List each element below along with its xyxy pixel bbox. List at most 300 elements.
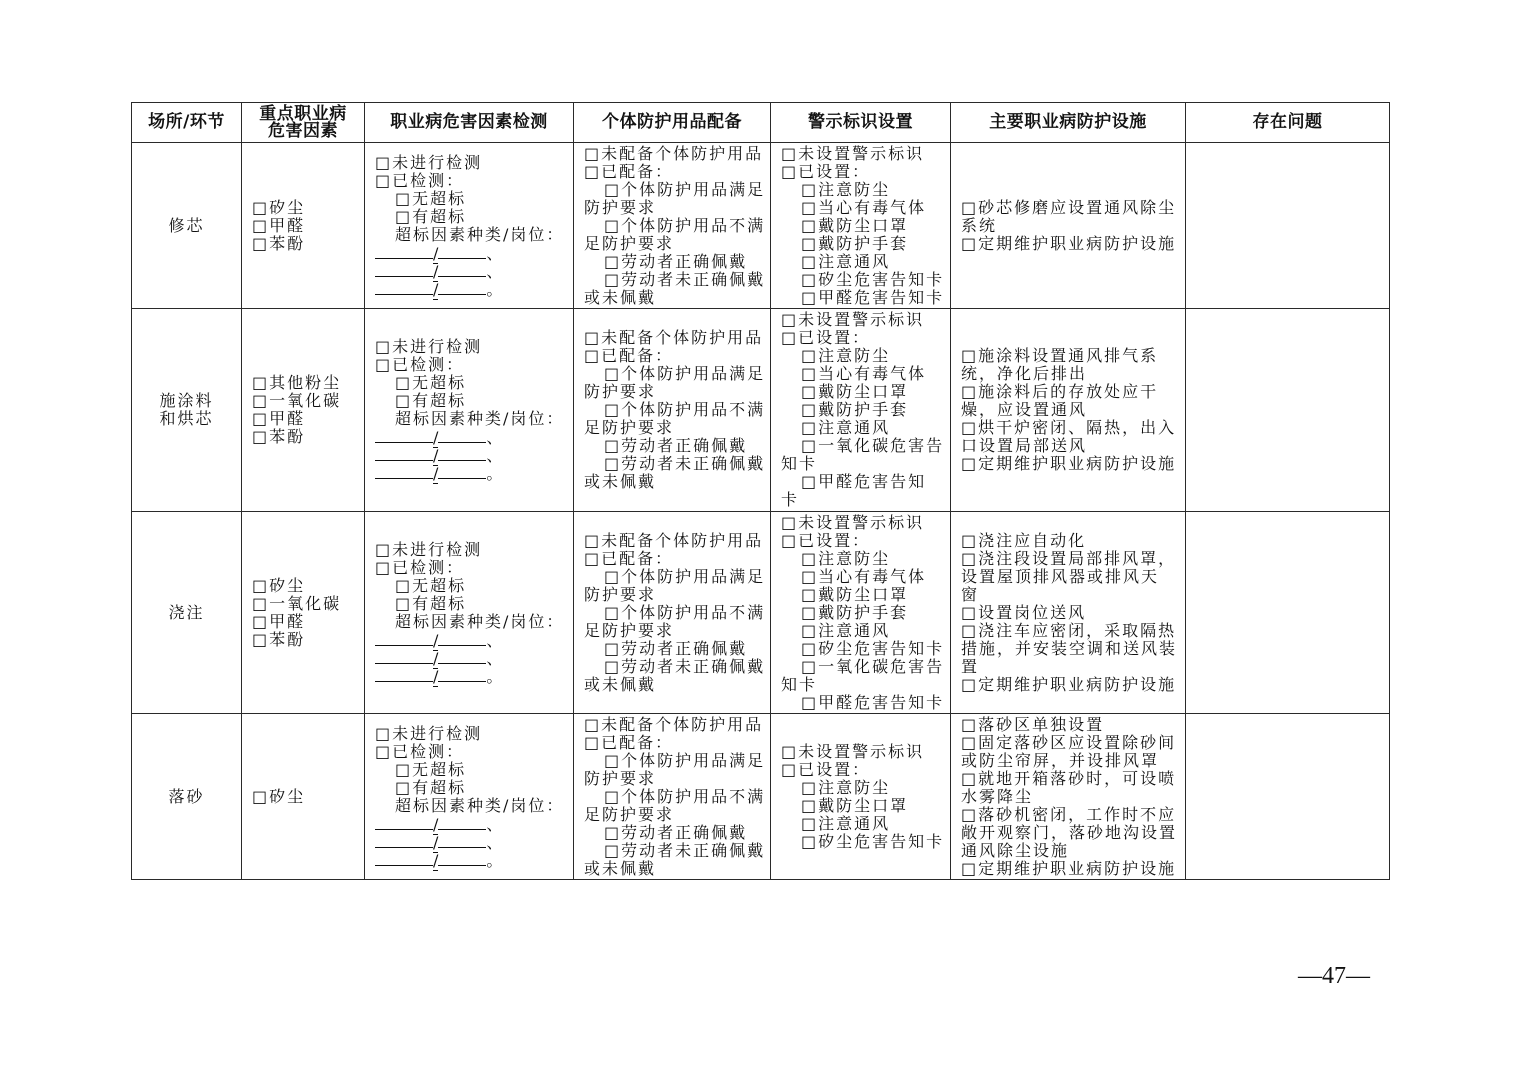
fill-in-blank <box>375 428 571 446</box>
warning-sign-item <box>781 235 948 253</box>
facility-item <box>961 199 1183 235</box>
detection-item <box>375 779 571 797</box>
label-line: 超标因素种类/岗位： <box>395 611 565 631</box>
blank-underline <box>438 631 486 646</box>
header-protective-facilities <box>951 103 1186 143</box>
checkbox-option: □注意防尘 <box>801 548 891 568</box>
facility-item <box>961 770 1183 806</box>
checkbox-option: □甲醛危害告知卡 <box>801 692 945 712</box>
checkbox-option: □有超标 <box>395 593 467 613</box>
checkbox-option: □已检测： <box>375 741 465 761</box>
warning-sign-item <box>781 640 948 658</box>
checkbox-option: □无超标 <box>395 759 467 779</box>
warning-sign-item <box>781 347 948 365</box>
checkbox-option: □甲醛危害告知 <box>801 472 927 491</box>
continuation-line: 知卡 <box>781 674 818 694</box>
header-ppe-label: 个体防护用品配备 <box>602 112 742 132</box>
issues-cell <box>1186 512 1390 714</box>
checkbox-option: □已检测： <box>375 355 465 374</box>
detection-item <box>375 154 571 172</box>
checkbox-option: □已设置： <box>781 530 871 550</box>
checkbox-option: □矽尘 <box>252 575 306 595</box>
checkbox-option: □定期维护职业病防护设施 <box>961 858 1177 878</box>
blank-underline <box>438 280 486 295</box>
fill-in-blank <box>375 464 571 482</box>
hazard-factors-cell <box>242 512 365 714</box>
detection-cell <box>365 143 574 309</box>
place-cell <box>132 309 242 512</box>
warning-sign-item <box>781 779 948 797</box>
protective-facilities-cell <box>951 512 1186 714</box>
header-row <box>132 103 1390 143</box>
continuation-line: 设置屋顶排风器或排风天 <box>961 566 1160 586</box>
checkbox-option: □当心有毒气体 <box>801 566 927 586</box>
header-ppe <box>574 103 771 143</box>
blank-underline <box>375 815 433 830</box>
header-hazard-label-line: 重点职业病 <box>259 103 347 124</box>
facility-item <box>961 716 1183 734</box>
continuation-line: 置 <box>961 656 980 676</box>
checkbox-option: □已设置： <box>781 759 871 779</box>
ppe-item <box>584 734 768 752</box>
warning-sign-item <box>781 217 948 235</box>
warning-signs-cell <box>771 714 951 880</box>
checkbox-option: □注意通风 <box>801 813 891 833</box>
place-label-line: 和烘芯 <box>159 409 214 428</box>
blank-underline <box>375 649 433 664</box>
blank-punctuation: 、 <box>486 630 505 650</box>
continuation-line: 水雾降尘 <box>961 786 1034 806</box>
checkbox-option: □未进行检测 <box>375 152 483 172</box>
blank-underline <box>375 464 433 479</box>
blank-underline <box>438 833 486 848</box>
checkbox-option: □劳动者未正确佩戴 <box>604 454 766 473</box>
continuation-line: 燥，应设置通风 <box>961 400 1088 419</box>
blank-underline <box>375 833 433 848</box>
ppe-item <box>584 568 768 604</box>
continuation-line: 或防尘帘屏，并设排风罩 <box>961 750 1160 770</box>
checkbox-option: □戴防尘口罩 <box>801 584 909 604</box>
continuation-line: 通风除尘设施 <box>961 840 1070 860</box>
blank-underline <box>375 667 433 682</box>
blank-punctuation: 、 <box>486 648 505 668</box>
fill-in-blank <box>375 667 571 685</box>
detection-cell <box>365 714 574 880</box>
blank-separator: / <box>433 428 439 447</box>
checkbox-option: □注意防尘 <box>801 179 891 199</box>
blank-underline <box>375 851 433 866</box>
detection-item <box>375 761 571 779</box>
continuation-line: 防护要求 <box>584 382 657 401</box>
detection-cell <box>365 309 574 512</box>
checkbox-option: □浇注应自动化 <box>961 530 1087 550</box>
facility-item <box>961 604 1183 622</box>
checkbox-option: □苯酚 <box>252 233 306 253</box>
continuation-line: 或未佩戴 <box>584 472 657 491</box>
checkbox-option: □矽尘危害告知卡 <box>801 269 945 289</box>
checkbox-option: □注意防尘 <box>801 346 891 365</box>
checkbox-option: □未配备个体防护用品 <box>584 328 764 347</box>
ppe-item <box>584 253 768 271</box>
ppe-item <box>584 145 768 163</box>
checkbox-option: □矽尘 <box>252 786 306 806</box>
ppe-item <box>584 604 768 640</box>
issues-cell <box>1186 309 1390 512</box>
place-label-line: 浇注 <box>168 602 205 622</box>
checkbox-option: □未配备个体防护用品 <box>584 143 764 163</box>
checkbox-option: □施涂料后的存放处应干 <box>961 382 1159 401</box>
checkbox-option: □落砂机密闭，工作时不应 <box>961 804 1177 824</box>
warning-sign-item <box>781 743 948 761</box>
checkbox-option: □个体防护用品满足 <box>604 179 766 199</box>
blank-underline <box>375 428 433 443</box>
checkbox-option: □已配备： <box>584 161 674 181</box>
facility-item <box>961 235 1183 253</box>
facility-item <box>961 455 1183 473</box>
facility-item <box>961 676 1183 694</box>
blank-underline <box>375 280 433 295</box>
checkbox-option: □施涂料设置通风排气系 <box>961 346 1159 365</box>
warning-sign-item <box>781 473 948 509</box>
facility-item <box>961 532 1183 550</box>
table-row <box>132 512 1390 714</box>
occupational-hazard-checklist-table <box>131 102 1390 880</box>
table-body <box>132 143 1390 880</box>
warning-sign-item <box>781 271 948 289</box>
issues-cell <box>1186 714 1390 880</box>
warning-signs-cell <box>771 143 951 309</box>
ppe-item <box>584 824 768 842</box>
ppe-item <box>584 842 768 878</box>
ppe-item <box>584 401 768 437</box>
checkbox-option: □落砂区单独设置 <box>961 714 1105 734</box>
blank-punctuation: 、 <box>486 428 505 447</box>
continuation-line: 足防护要求 <box>584 620 675 640</box>
table-row <box>132 309 1390 512</box>
warning-sign-item <box>781 532 948 550</box>
continuation-line: 口设置局部送风 <box>961 436 1088 455</box>
ppe-item <box>584 532 768 550</box>
checkbox-option: □未配备个体防护用品 <box>584 530 764 550</box>
ppe-item <box>584 437 768 455</box>
checkbox-option: □甲醛 <box>252 611 306 631</box>
blank-separator: / <box>433 832 439 852</box>
checkbox-option: □劳动者正确佩戴 <box>604 436 748 455</box>
facility-item <box>961 550 1183 604</box>
checkbox-option: □个体防护用品满足 <box>604 364 766 383</box>
detection-item <box>375 392 571 410</box>
checkbox-option: □未配备个体防护用品 <box>584 714 764 734</box>
detection-item <box>375 559 571 577</box>
blank-punctuation: 、 <box>486 814 505 834</box>
warning-sign-item <box>781 761 948 779</box>
ppe-item <box>584 455 768 491</box>
detection-item <box>375 613 571 631</box>
checkbox-option: □劳动者未正确佩戴 <box>604 269 766 289</box>
place-cell <box>132 714 242 880</box>
facility-item <box>961 806 1183 860</box>
blank-separator: / <box>433 814 439 834</box>
continuation-line: 或未佩戴 <box>584 674 657 694</box>
detection-item <box>375 725 571 743</box>
continuation-line: 窗 <box>961 584 980 604</box>
table-row <box>132 143 1390 309</box>
detection-cell <box>365 512 574 714</box>
continuation-line: 防护要求 <box>584 768 657 788</box>
header-hazard-label-line: 危害因素 <box>268 120 338 141</box>
issues-cell <box>1186 143 1390 309</box>
fill-in-blank <box>375 280 571 298</box>
ppe-cell <box>574 309 771 512</box>
checkbox-option: □一氧化碳 <box>252 593 342 613</box>
blank-underline <box>438 649 486 664</box>
continuation-line: 足防护要求 <box>584 804 675 824</box>
checkbox-option: □无超标 <box>395 373 467 392</box>
checkbox-option: □甲醛危害告知卡 <box>801 287 945 307</box>
checkbox-option: □有超标 <box>395 391 467 410</box>
checkbox-option: □个体防护用品满足 <box>604 750 766 770</box>
blank-separator: / <box>433 243 439 263</box>
detection-item <box>375 208 571 226</box>
continuation-line: 足防护要求 <box>584 233 675 253</box>
blank-underline <box>438 464 486 479</box>
checkbox-option: □已配备： <box>584 346 674 365</box>
facility-item <box>961 347 1183 383</box>
warning-sign-item <box>781 383 948 401</box>
ppe-cell <box>574 143 771 309</box>
detection-item <box>375 577 571 595</box>
checkbox-option: □矽尘危害告知卡 <box>801 831 945 851</box>
fill-in-blank <box>375 851 571 869</box>
checkbox-option: □甲醛 <box>252 409 306 428</box>
checkbox-option: □砂芯修磨应设置通风除尘 <box>961 197 1177 217</box>
ppe-item <box>584 752 768 788</box>
protective-facilities-cell <box>951 143 1186 309</box>
continuation-line: 系统 <box>961 215 998 235</box>
checkbox-option: □戴防尘口罩 <box>801 215 909 235</box>
blank-separator: / <box>433 666 439 686</box>
table-row <box>132 714 1390 880</box>
header-protective-facilities-label: 主要职业病防护设施 <box>989 112 1147 132</box>
fill-in-blank <box>375 833 571 851</box>
blank-underline <box>438 851 486 866</box>
blank-underline <box>375 244 433 259</box>
place-label-line: 施涂料 <box>159 391 214 410</box>
blank-separator: / <box>433 850 439 870</box>
checkbox-option: □定期维护职业病防护设施 <box>961 674 1177 694</box>
checkbox-option: □个体防护用品不满 <box>604 786 766 806</box>
checkbox-option: □戴防护手套 <box>801 400 909 419</box>
checkbox-option: □已检测： <box>375 557 465 577</box>
continuation-line: 统，净化后排出 <box>961 364 1088 383</box>
ppe-item <box>584 788 768 824</box>
blank-separator: / <box>433 446 439 465</box>
detection-item <box>375 374 571 392</box>
checkbox-option: □戴防尘口罩 <box>801 795 909 815</box>
checkbox-option: □劳动者正确佩戴 <box>604 638 748 658</box>
blank-punctuation: 、 <box>486 243 505 263</box>
detection-item <box>375 172 571 190</box>
place-cell <box>132 143 242 309</box>
fill-in-blank <box>375 244 571 262</box>
hazard-factors-cell <box>242 143 365 309</box>
place-label-line: 落砂 <box>168 786 205 806</box>
checkbox-option: □有超标 <box>395 777 467 797</box>
checkbox-option: □一氧化碳危害告 <box>801 656 945 676</box>
checkbox-option: □就地开箱落砂时，可设喷 <box>961 768 1177 788</box>
checkbox-option: □未进行检测 <box>375 539 483 559</box>
header-issues-label: 存在问题 <box>1252 112 1323 132</box>
ppe-item <box>584 271 768 307</box>
checkbox-option: □劳动者未正确佩戴 <box>604 656 766 676</box>
hazard-factors-cell <box>242 714 365 880</box>
place-cell <box>132 512 242 714</box>
page-number: —47— <box>1298 963 1370 989</box>
checkbox-option: □设置岗位送风 <box>961 602 1087 622</box>
warning-sign-item <box>781 401 948 419</box>
table-header <box>132 103 1390 143</box>
checkbox-option: □注意通风 <box>801 620 891 640</box>
blank-punctuation: 。 <box>486 666 505 686</box>
warning-sign-item <box>781 163 948 181</box>
checkbox-option: □浇注段设置局部排风罩， <box>961 548 1177 568</box>
ppe-item <box>584 163 768 181</box>
checkbox-option: □未设置警示标识 <box>781 143 925 163</box>
fill-in-blank <box>375 631 571 649</box>
blank-separator: / <box>433 464 439 483</box>
ppe-item <box>584 658 768 694</box>
blank-underline <box>438 428 486 443</box>
checkbox-option: □未设置警示标识 <box>781 512 925 532</box>
ppe-item <box>584 181 768 217</box>
blank-underline <box>438 667 486 682</box>
warning-sign-item <box>781 586 948 604</box>
blank-punctuation: 、 <box>486 832 505 852</box>
blank-punctuation: 。 <box>486 464 505 483</box>
blank-underline <box>375 446 433 461</box>
detection-item <box>375 226 571 244</box>
checkbox-option: □未进行检测 <box>375 337 483 356</box>
checkbox-option: □个体防护用品不满 <box>604 400 766 419</box>
ppe-item <box>584 716 768 734</box>
detection-item <box>375 190 571 208</box>
header-place-label: 场所/环节 <box>148 112 225 132</box>
checkbox-option: □注意通风 <box>801 418 891 437</box>
checkbox-option: □戴防尘口罩 <box>801 382 909 401</box>
blank-separator: / <box>433 648 439 668</box>
checkbox-option: □其他粉尘 <box>252 373 342 392</box>
checkbox-option: □有超标 <box>395 206 467 226</box>
header-issues <box>1186 103 1390 143</box>
checkbox-option: □已设置： <box>781 161 871 181</box>
ppe-item <box>584 640 768 658</box>
detection-item <box>375 541 571 559</box>
header-warning-signs <box>771 103 951 143</box>
checkbox-option: □固定落砂区应设置除砂间 <box>961 732 1177 752</box>
blank-punctuation: 。 <box>486 850 505 870</box>
checkbox-option: □当心有毒气体 <box>801 364 927 383</box>
header-detection-label: 职业病危害因素检测 <box>390 112 548 132</box>
checkbox-option: □矽尘危害告知卡 <box>801 638 945 658</box>
blank-separator: / <box>433 279 439 299</box>
detection-item <box>375 410 571 428</box>
ppe-item <box>584 365 768 401</box>
detection-item <box>375 743 571 761</box>
header-detection <box>365 103 574 143</box>
checkbox-option: □苯酚 <box>252 427 306 446</box>
warning-sign-item <box>781 797 948 815</box>
checkbox-option: □戴防护手套 <box>801 233 909 253</box>
ppe-item <box>584 550 768 568</box>
fill-in-blank <box>375 262 571 280</box>
detection-item <box>375 356 571 374</box>
blank-underline <box>438 244 486 259</box>
blank-separator: / <box>433 261 439 281</box>
checkbox-option: □注意防尘 <box>801 777 891 797</box>
detection-item <box>375 595 571 613</box>
blank-punctuation: 、 <box>486 446 505 465</box>
checkbox-option: □无超标 <box>395 575 467 595</box>
fill-in-blank <box>375 649 571 667</box>
warning-sign-item <box>781 815 948 833</box>
place-label-line: 修芯 <box>168 215 205 235</box>
checkbox-option: □浇注车应密闭，采取隔热 <box>961 620 1177 640</box>
checkbox-option: □已配备： <box>584 548 674 568</box>
facility-item <box>961 419 1183 455</box>
checkbox-option: □定期维护职业病防护设施 <box>961 233 1177 253</box>
checkbox-option: □劳动者未正确佩戴 <box>604 840 766 860</box>
checkbox-option: □一氧化碳 <box>252 391 342 410</box>
ppe-cell <box>574 714 771 880</box>
label-line: 超标因素种类/岗位： <box>395 224 565 244</box>
warning-sign-item <box>781 419 948 437</box>
checkbox-option: □未设置警示标识 <box>781 310 925 329</box>
checkbox-option: □定期维护职业病防护设施 <box>961 454 1177 473</box>
warning-sign-item <box>781 550 948 568</box>
warning-sign-item <box>781 365 948 383</box>
detection-item <box>375 338 571 356</box>
warning-sign-item <box>781 181 948 199</box>
warning-sign-item <box>781 694 948 712</box>
header-place <box>132 103 242 143</box>
warning-sign-item <box>781 622 948 640</box>
checkbox-option: □一氧化碳危害告 <box>801 436 945 455</box>
checkbox-option: □当心有毒气体 <box>801 197 927 217</box>
ppe-item <box>584 329 768 347</box>
warning-signs-cell <box>771 309 951 512</box>
checkbox-option: □劳动者正确佩戴 <box>604 251 748 271</box>
ppe-cell <box>574 512 771 714</box>
checkbox-option: □已设置： <box>781 328 871 347</box>
checkbox-option: □无超标 <box>395 188 467 208</box>
hazard-factors-cell <box>242 309 365 512</box>
blank-underline <box>438 446 486 461</box>
blank-punctuation: 。 <box>486 279 505 299</box>
warning-sign-item <box>781 253 948 271</box>
checkbox-option: □个体防护用品不满 <box>604 215 766 235</box>
blank-separator: / <box>433 630 439 650</box>
checkbox-option: □未进行检测 <box>375 723 483 743</box>
protective-facilities-cell <box>951 714 1186 880</box>
warning-sign-item <box>781 289 948 307</box>
checkbox-option: □矽尘 <box>252 197 306 217</box>
continuation-line: 防护要求 <box>584 197 657 217</box>
continuation-line: 或未佩戴 <box>584 287 657 307</box>
warning-sign-item <box>781 658 948 694</box>
warning-sign-item <box>781 145 948 163</box>
checkbox-option: □劳动者正确佩戴 <box>604 822 748 842</box>
warning-sign-item <box>781 833 948 851</box>
